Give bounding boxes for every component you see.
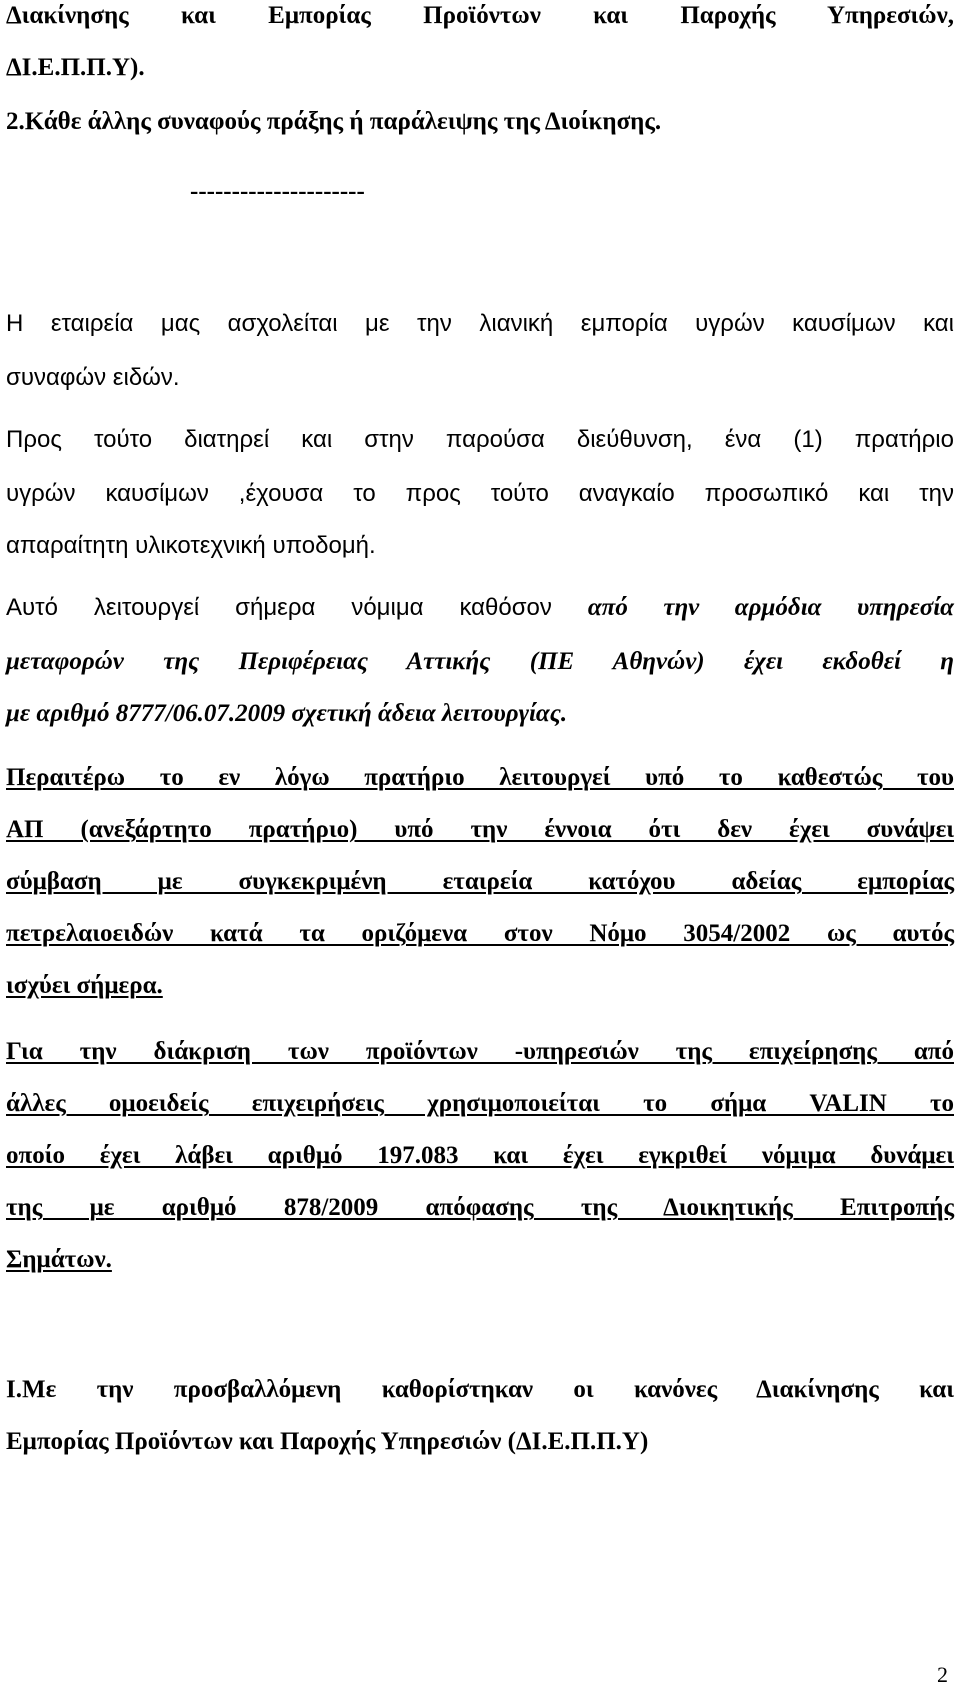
text-line: άλλες ομοειδείς επιχειρήσεις χρησιμοποιείται το σήμα VALIN το xyxy=(6,1090,954,1117)
text-line: της με αριθμό 878/2009 απόφασης της Διοικητικής Επιτροπής xyxy=(6,1194,954,1221)
page-number: 2 xyxy=(937,1662,948,1687)
text-line: απαραίτητη υλικοτεχνική υποδομή. xyxy=(6,532,376,559)
text-line: Ι.Με την προσβαλλόμενη καθορίστηκαν οι κανόνες Διακίνησης και xyxy=(6,1376,954,1403)
text-line: μεταφορών της Περιφέρειας Αττικής (ΠΕ Αθηνών) έχει εκδοθεί η xyxy=(6,648,954,675)
text-line: συναφών ειδών. xyxy=(6,364,180,391)
text-line: ΔΙ.Ε.Π.Π.Υ). xyxy=(6,54,145,81)
text-line-mixed xyxy=(6,592,954,624)
text-line: Περαιτέρω το εν λόγω πρατήριο λειτουργεί υπό το καθεστώς του xyxy=(6,764,954,791)
text-line: πετρελαιοειδών κατά τα οριζόμενα στον Νόμο 3054/2002 ως αυτός xyxy=(6,920,954,947)
text-line: σύμβαση με συγκεκριμένη εταιρεία κατόχου αδείας εμπορίας xyxy=(6,868,954,895)
text-line: Η εταιρεία μας ασχολείται με την λιανική εμπορία υγρών καυσίμων και xyxy=(6,310,954,337)
separator-dashes: --------------------- xyxy=(190,178,365,205)
text-line: Διακίνησης και Εμπορίας Προϊόντων και Παροχής Υπηρεσιών, xyxy=(6,2,954,29)
text-span-regular: Αυτό λειτουργεί σήμερα νόμιμα καθόσον xyxy=(6,594,588,621)
text-line: Για την διάκριση των προϊόντων -υπηρεσιών της επιχείρησης από xyxy=(6,1038,954,1065)
text-line: Σημάτων. xyxy=(6,1246,112,1273)
text-line: ΑΠ (ανεξάρτητο πρατήριο) υπό την έννοια ότι δεν έχει συνάψει xyxy=(6,816,954,843)
text-line: Προς τούτο διατηρεί και στην παρούσα διεύθυνση, ένα (1) πρατήριο xyxy=(6,426,954,453)
text-line: υγρών καυσίμων ,έχουσα το προς τούτο αναγκαίο προσωπικό και την xyxy=(6,480,954,507)
text-span-bold-italic: από την αρμόδια υπηρεσία xyxy=(587,594,954,621)
text-line: 2.Κάθε άλλης συναφούς πράξης ή παράλειψης της Διοίκησης. xyxy=(6,108,662,135)
text-line: ισχύει σήμερα. xyxy=(6,972,163,999)
text-line: Εμπορίας Προϊόντων και Παροχής Υπηρεσιών (ΔΙ.Ε.Π.Π.Υ) xyxy=(6,1428,649,1455)
text-line: με αριθμό 8777/06.07.2009 σχετική άδεια λειτουργίας. xyxy=(6,700,568,727)
text-line: οποίο έχει λάβει αριθμό 197.083 και έχει εγκριθεί νόμιμα δυνάμει xyxy=(6,1142,954,1169)
